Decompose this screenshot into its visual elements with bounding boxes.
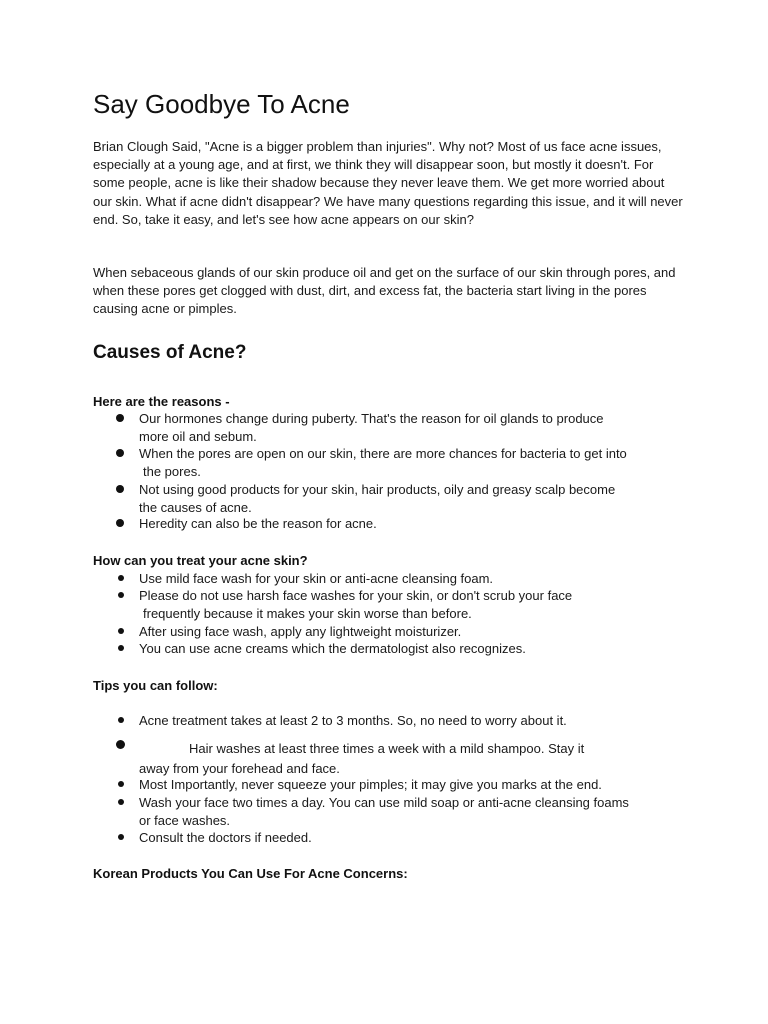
intro-paragraph-2: When sebaceous glands of our skin produce oil and get on the surface of our skin through pores, and when these pores get clogged with dust, dirt, and excess fat, the bacteria start living in the pores causing acne or pimples. — [93, 265, 676, 317]
list-item-line: Most Importantly, never squeeze your pimples; it may give you marks at the end. — [139, 777, 602, 792]
korean-products-heading: Korean Products You Can Use For Acne Concerns: — [93, 866, 408, 881]
list-item-line: Not using good products for your skin, hair products, oily and greasy scalp become — [139, 482, 616, 497]
reasons-subheading: Here are the reasons - — [93, 394, 230, 409]
list-item-line: the pores. — [143, 463, 201, 479]
list-item-line: Heredity can also be the reason for acne. — [139, 516, 377, 531]
bullet-icon — [118, 834, 124, 840]
list-item-line: Hair washes at least three times a week with a mild shampoo. Stay it — [189, 741, 585, 756]
bullet-icon — [118, 717, 124, 723]
list-item-line: You can use acne creams which the dermatologist also recognizes. — [139, 641, 526, 656]
list-item-line: Consult the doctors if needed. — [139, 830, 312, 845]
list-item — [139, 481, 679, 516]
list-item-line: Wash your face two times a day. You can use mild soap or anti-acne cleansing foams — [139, 795, 629, 810]
list-item-line: After using face wash, apply any lightweight moisturizer. — [139, 624, 462, 639]
list-item — [139, 570, 679, 588]
tips-heading: Tips you can follow: — [93, 678, 218, 693]
list-item — [139, 410, 679, 445]
list-item-line: or face washes. — [139, 812, 231, 828]
list-item — [139, 794, 679, 829]
list-item — [139, 776, 679, 794]
list-item-line: Our hormones change during puberty. That's the reason for oil glands to produce — [139, 411, 604, 426]
bullet-icon — [116, 519, 124, 527]
bullet-icon — [118, 592, 124, 598]
bullet-icon — [116, 485, 124, 493]
list-item — [139, 640, 679, 658]
page-title: Say Goodbye To Acne — [93, 89, 350, 119]
list-item-line: frequently because it makes your skin worse than before. — [143, 605, 472, 621]
list-item — [139, 739, 679, 779]
list-item — [139, 623, 679, 641]
list-item — [139, 712, 679, 730]
bullet-icon — [118, 645, 124, 651]
list-item-line: Acne treatment takes at least 2 to 3 months. So, no need to worry about it. — [139, 713, 567, 728]
bullet-icon — [118, 799, 124, 805]
causes-heading: Causes of Acne? — [93, 342, 247, 363]
list-item-line: Please do not use harsh face washes for your skin, or don't scrub your face — [139, 588, 573, 603]
list-item-line: Use mild face wash for your skin or anti-acne cleansing foam. — [139, 571, 494, 586]
list-item-line: away from your forehead and face. — [139, 761, 340, 776]
bullet-icon — [116, 740, 125, 749]
list-item — [139, 829, 679, 847]
list-item-line: more oil and sebum. — [139, 428, 257, 444]
intro-paragraph-1: Brian Clough Said, "Acne is a bigger problem than injuries". Why not? Most of us face acne issues, especially at a young age, and at first, we think they will disappear soon, but mostly it doesn't. For some people, acne is like their shadow because they never leave them. We get more worried about our skin. What if acne didn't disappear? We have many questions regarding this issue, and it will never end. So, take it easy, and let's see how acne appears on our skin? — [93, 139, 683, 227]
bullet-icon — [116, 414, 124, 422]
list-item-line: When the pores are open on our skin, there are more chances for bacteria to get into — [139, 446, 627, 461]
list-item — [139, 587, 679, 622]
bullet-icon — [118, 628, 124, 634]
bullet-icon — [116, 449, 124, 457]
list-item — [139, 515, 679, 533]
bullet-icon — [118, 575, 124, 581]
bullet-icon — [118, 781, 124, 787]
list-item-line: the causes of acne. — [139, 499, 252, 515]
treatment-heading: How can you treat your acne skin? — [93, 553, 308, 568]
list-item — [139, 445, 679, 480]
